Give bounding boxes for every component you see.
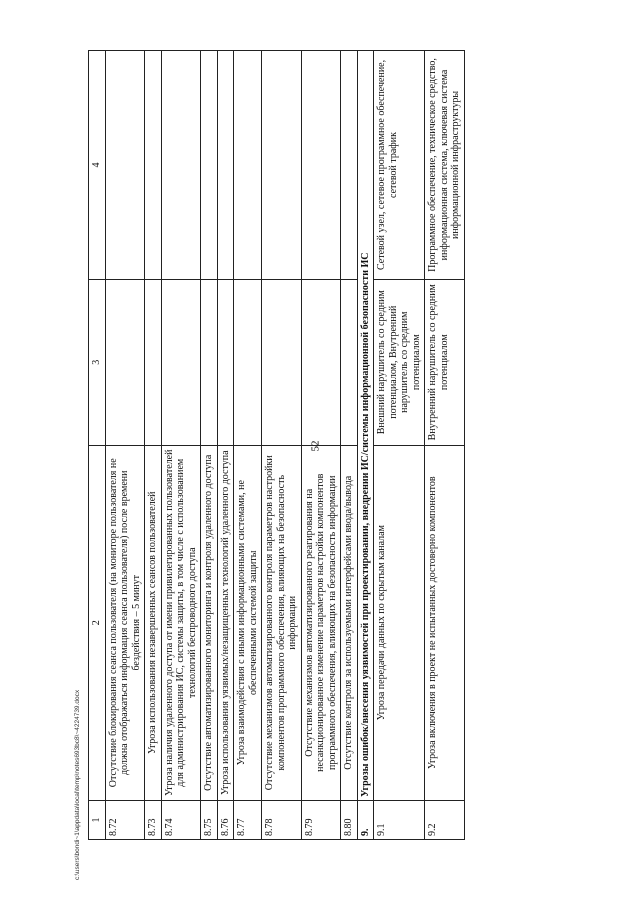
table-row	[341, 51, 358, 840]
threats-table	[88, 50, 465, 840]
object-cell	[301, 51, 341, 280]
threat-cell: Угроза использования уязвимых/незащищенных технологий удаленного доступа	[217, 445, 234, 800]
row-number: 9.2	[425, 800, 465, 839]
table-row	[145, 51, 162, 840]
source-cell	[105, 279, 145, 445]
source-cell	[217, 279, 234, 445]
threat-cell: Угроза наличия удаленного доступа от имени привилегированных пользователей для администрирования ИС, системы защиты, в том числе с использованием технологий беспроводного доступа	[161, 445, 201, 800]
source-cell	[161, 279, 201, 445]
source-cell: Внешний нарушитель со средним потенциалом, Внутренний нарушитель со средним потенциалом	[374, 279, 425, 445]
threat-cell: Отсутствие автоматизированного мониторинга и контроля удаленного доступа	[201, 445, 218, 800]
table-header-row	[89, 51, 106, 840]
threat-cell: Угроза использования незавершенных сеансов пользователей	[145, 445, 162, 800]
threat-cell: Отсутствие блокирования сеанса пользователя (на мониторе пользователя не должна отображаться информация сеанса пользователя) после времени бездействия – 5 минут	[105, 445, 145, 800]
table-row	[217, 51, 234, 840]
object-cell	[201, 51, 218, 280]
header-col-1: 1	[89, 800, 106, 839]
object-cell	[105, 51, 145, 280]
source-cell	[145, 279, 162, 445]
row-number: 8.78	[262, 800, 302, 839]
table-row	[262, 51, 302, 840]
section-number: 9.	[357, 800, 374, 839]
row-number: 8.80	[341, 800, 358, 839]
page-number: 52	[309, 440, 322, 452]
source-cell	[201, 279, 218, 445]
object-cell	[234, 51, 262, 280]
table-row	[161, 51, 201, 840]
table-body-section-9	[374, 51, 465, 840]
threat-cell: Отсутствие механизмов автоматизированного контроля параметров настройки компонентов программного обеспечения, влияющих на безопасность информации	[262, 445, 302, 800]
table-row	[374, 51, 425, 840]
source-cell: Внутренний нарушитель со средним потенциалом	[425, 279, 465, 445]
object-cell	[341, 51, 358, 280]
object-cell	[217, 51, 234, 280]
table-row	[301, 51, 341, 840]
threat-cell: Угроза включения в проект не испытанных достоверно компонентов	[425, 445, 465, 800]
table-body-section-8	[105, 51, 357, 840]
threat-cell: Отсутствие контроля за используемыми интерфейсами ввода/вывода	[341, 445, 358, 800]
header-col-3: 3	[89, 279, 106, 445]
source-cell	[341, 279, 358, 445]
header-col-4: 4	[89, 51, 106, 280]
table-row	[234, 51, 262, 840]
row-number: 8.72	[105, 800, 145, 839]
row-number: 8.76	[217, 800, 234, 839]
object-cell	[262, 51, 302, 280]
row-number: 9.1	[374, 800, 425, 839]
row-number: 8.74	[161, 800, 201, 839]
file-path-footer: c:\users\bondi~1\appdata\local\temp\notes693bc8\~4224739.docx	[74, 689, 81, 880]
source-cell	[262, 279, 302, 445]
section-row	[357, 51, 374, 840]
object-cell	[161, 51, 201, 280]
header-col-2: 2	[89, 445, 106, 800]
object-cell: Программное обеспечение, техническое средство, информационная система, ключевая система информационной инфраструктуры	[425, 51, 465, 280]
table-row	[201, 51, 218, 840]
row-number: 8.79	[301, 800, 341, 839]
threat-cell: Угроза взаимодействия с иными информационными системами, не обеспеченными системой защиты	[234, 445, 262, 800]
row-number: 8.75	[201, 800, 218, 839]
source-cell	[301, 279, 341, 445]
object-cell: Сетевой узел, сетевое программное обеспечение, сетевой трафик	[374, 51, 425, 280]
row-number: 8.73	[145, 800, 162, 839]
section-title: Угрозы ошибок/внесения уязвимостей при проектировании, внедрении ИС/системы информационной безопасности ИС	[357, 51, 374, 801]
threat-cell: Отсутствие механизмов автоматизированного реагирования на несанкционированное изменение параметров настройки компонентов программного обеспечения, влияющих на безопасность информации	[301, 445, 341, 800]
object-cell	[145, 51, 162, 280]
rotated-table-wrapper	[88, 50, 558, 840]
table-row	[425, 51, 465, 840]
threat-cell: Угроза передачи данных по скрытым каналам	[374, 445, 425, 800]
row-number: 8.77	[234, 800, 262, 839]
table-row	[105, 51, 145, 840]
source-cell	[234, 279, 262, 445]
